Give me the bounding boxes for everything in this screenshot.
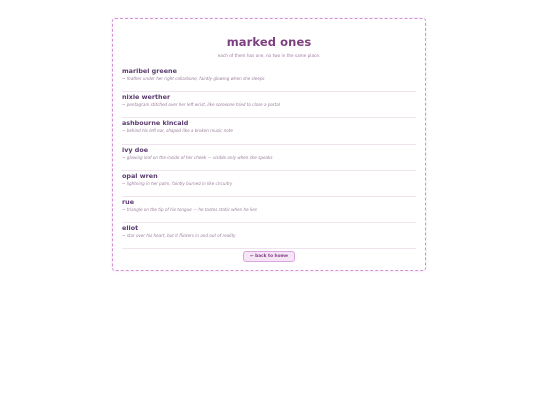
list-item — [122, 92, 416, 118]
entry-description: ~ lightning in her palm, faintly burned in like circuitry — [122, 180, 233, 186]
entry-description: ~ behind his left ear, shaped like a broken music note — [122, 128, 233, 134]
back-to-home-button[interactable]: ← back to home — [243, 251, 295, 262]
entry-description: ~ glowing leaf on the inside of her cheek — visible only when she speaks — [122, 154, 273, 160]
entry-list — [122, 66, 416, 249]
entry-name: nixie werther — [122, 93, 171, 102]
list-item — [122, 145, 416, 171]
marked-ones-card — [112, 18, 426, 271]
entry-name: maribel greene — [122, 67, 177, 75]
entry-name: opal wren — [122, 171, 158, 180]
entry-description: ~ triangle on the tip of his tongue — he tastes static when he lies — [122, 206, 257, 212]
page-subtitle: each of them has one, no two in the same place. — [217, 53, 321, 58]
entry-name: ashbourne kincaid — [122, 119, 189, 128]
entry-name: rue — [122, 197, 135, 206]
page-title: marked ones — [226, 35, 312, 49]
list-item — [122, 223, 416, 249]
list-item — [122, 66, 416, 92]
entry-description: ~ pentagram stitched over her left wrist, like someone tried to close a portal — [122, 102, 280, 108]
list-item — [122, 171, 416, 197]
entry-description: ~ star over his heart, but it flickers in and out of reality — [122, 233, 236, 239]
entry-description: ~ feather under her right collarbone, faintly glowing when she sleeps — [122, 76, 265, 81]
entry-name: eliot — [122, 224, 139, 233]
list-item — [122, 197, 416, 223]
entry-name: ivy doe — [122, 145, 149, 154]
list-item — [122, 118, 416, 144]
